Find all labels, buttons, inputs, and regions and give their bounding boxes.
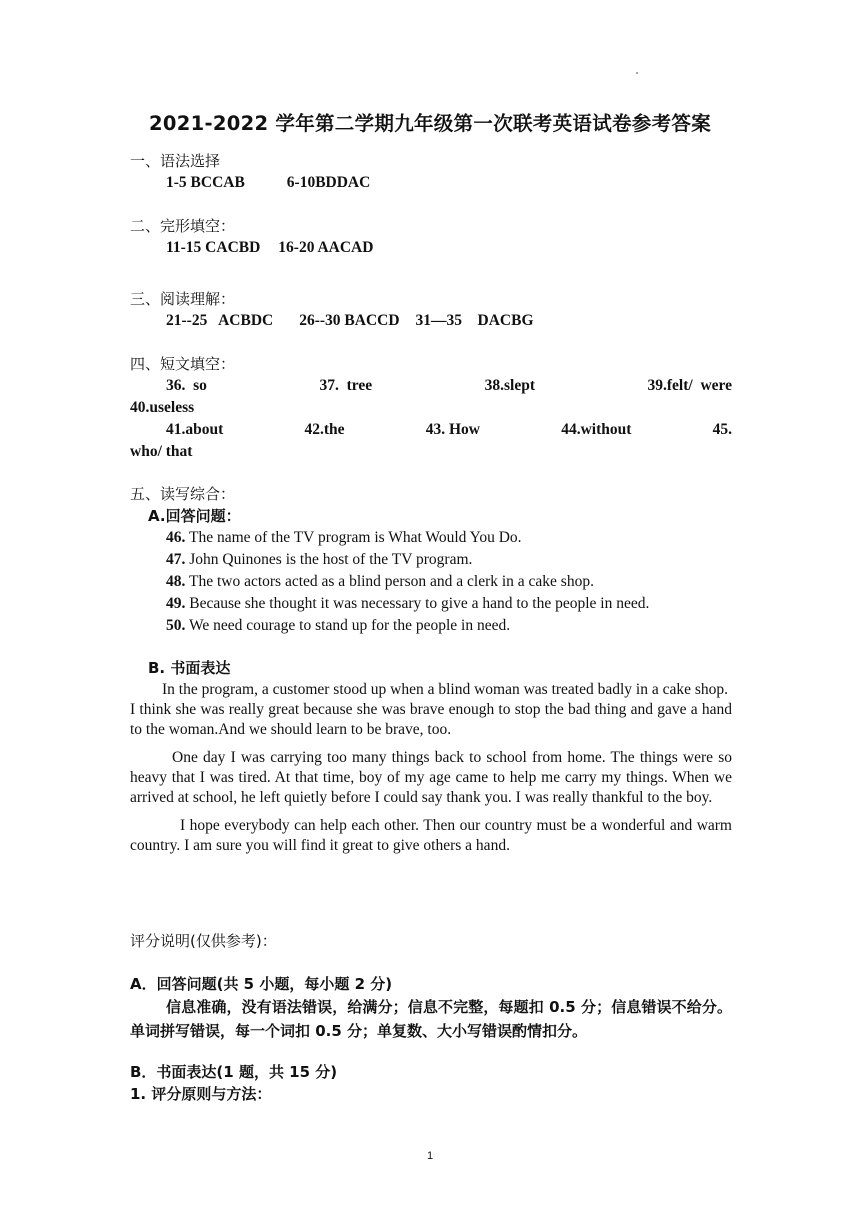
answer-number: 50. bbox=[166, 617, 186, 634]
answer-number: 49. bbox=[166, 595, 186, 612]
part-a-heading: A.回答问题： bbox=[148, 507, 241, 525]
scoring-notes bbox=[130, 930, 732, 1105]
answers-1-5: 1-5 BCCAB bbox=[166, 174, 245, 191]
answer-39: 39.felt/ were bbox=[647, 377, 732, 394]
answer-43: 43. How bbox=[425, 421, 480, 438]
answer-38: 38.slept bbox=[484, 377, 535, 394]
answer-line bbox=[130, 615, 732, 637]
scoring-a-title: A．回答问题(共 5 小题，每小题 2 分) bbox=[130, 975, 393, 993]
answer-text: John Quinones is the host of the TV program. bbox=[185, 551, 473, 568]
part-b-heading: B. 书面表达 bbox=[148, 659, 231, 677]
section-grammar-heading: 一、语法选择 bbox=[130, 152, 221, 170]
scoring-b-title: B．书面表达(1 题，共 15 分) bbox=[130, 1063, 338, 1081]
fill-row-1 bbox=[130, 375, 732, 397]
answer-41: 41.about bbox=[166, 421, 224, 438]
answer-line bbox=[130, 549, 732, 571]
answer-text: Because she thought it was necessary to give a hand to the people in need. bbox=[185, 595, 650, 612]
answers-26-30: 26--30 BACCD bbox=[299, 312, 400, 329]
section-reading-heading: 三、阅读理解： bbox=[130, 290, 236, 308]
answers-11-15: 11-15 CACBD bbox=[166, 239, 261, 256]
essay-paragraph-2: I think she was really great because she was brave enough to stop the bad thing and gave a hand to the woman.And we should learn to be brave, too. bbox=[130, 701, 732, 738]
part-b bbox=[130, 657, 732, 856]
answer-number: 46. bbox=[166, 529, 186, 546]
section-grammar bbox=[130, 150, 732, 194]
answer-36: 36. so bbox=[166, 377, 207, 394]
section-passage-fill bbox=[130, 353, 732, 463]
page-title: 2021-2022 学年第二学期九年级第一次联考英语试卷参考答案 bbox=[148, 112, 712, 135]
section-read-write-heading: 五、读写综合： bbox=[130, 485, 236, 503]
scoring-a-text: 信息准确，没有语法错误，给满分；信息不完整，每题扣 0.5 分；信息错误不给分。单词拼写错误，每一个词扣 0.5 分；单复数、大小写错误酌情扣分。 bbox=[130, 998, 732, 1040]
answers-31-35: 31—35 DACBG bbox=[415, 312, 534, 329]
section-cloze-answers bbox=[130, 237, 732, 259]
answers-16-20: 16-20 AACAD bbox=[278, 239, 374, 256]
answers-21-25: 21--25 ACBDC bbox=[166, 312, 274, 329]
answer-text: We need courage to stand up for the people in need. bbox=[185, 617, 511, 634]
answer-45-number: 45. bbox=[712, 421, 732, 438]
page-number: 1 bbox=[426, 1150, 434, 1162]
section-cloze bbox=[130, 215, 732, 259]
essay-paragraph-3: One day I was carrying too many things back to school from home. The things were so heavy that I was tired. At that time, boy of my age came to help me carry my things. When we arrived at school, he left quietly before I could say thank you. I was really thankful to the boy. bbox=[130, 749, 732, 806]
answer-text: The name of the TV program is What Would You Do. bbox=[185, 529, 522, 546]
stray-dot bbox=[636, 72, 638, 74]
fill-row-2 bbox=[130, 419, 732, 441]
answer-44: 44.without bbox=[561, 421, 632, 438]
section-reading bbox=[130, 288, 732, 332]
answer-number: 48. bbox=[166, 573, 186, 590]
answer-42: 42.the bbox=[304, 421, 345, 438]
answer-line bbox=[130, 593, 732, 615]
answer-text: The two actors acted as a blind person and a clerk in a cake shop. bbox=[185, 573, 594, 590]
section-reading-answers bbox=[130, 310, 732, 332]
scoring-b-item-1: 1. 评分原则与方法： bbox=[130, 1085, 272, 1103]
answer-line bbox=[130, 527, 732, 549]
answer-40: 40.useless bbox=[130, 399, 195, 416]
part-a-answers bbox=[130, 527, 732, 637]
section-read-write bbox=[130, 483, 732, 637]
answer-45: who/ that bbox=[130, 443, 193, 460]
answer-line bbox=[130, 571, 732, 593]
answer-number: 47. bbox=[166, 551, 186, 568]
answers-6-10: 6-10BDDAC bbox=[286, 174, 371, 191]
answer-37: 37. tree bbox=[319, 377, 373, 394]
scoring-heading: 评分说明(仅供参考)： bbox=[130, 932, 277, 950]
essay-paragraph-4: I hope everybody can help each other. Then our country must be a wonderful and warm country. I am sure you will find it great to give others a hand. bbox=[130, 817, 732, 854]
section-passage-fill-heading: 四、短文填空： bbox=[130, 355, 236, 373]
essay-paragraph-1: In the program, a customer stood up when a blind woman was treated badly in a cake shop. bbox=[162, 681, 729, 698]
section-cloze-heading: 二、完形填空： bbox=[130, 217, 236, 235]
section-grammar-answers bbox=[130, 172, 732, 194]
